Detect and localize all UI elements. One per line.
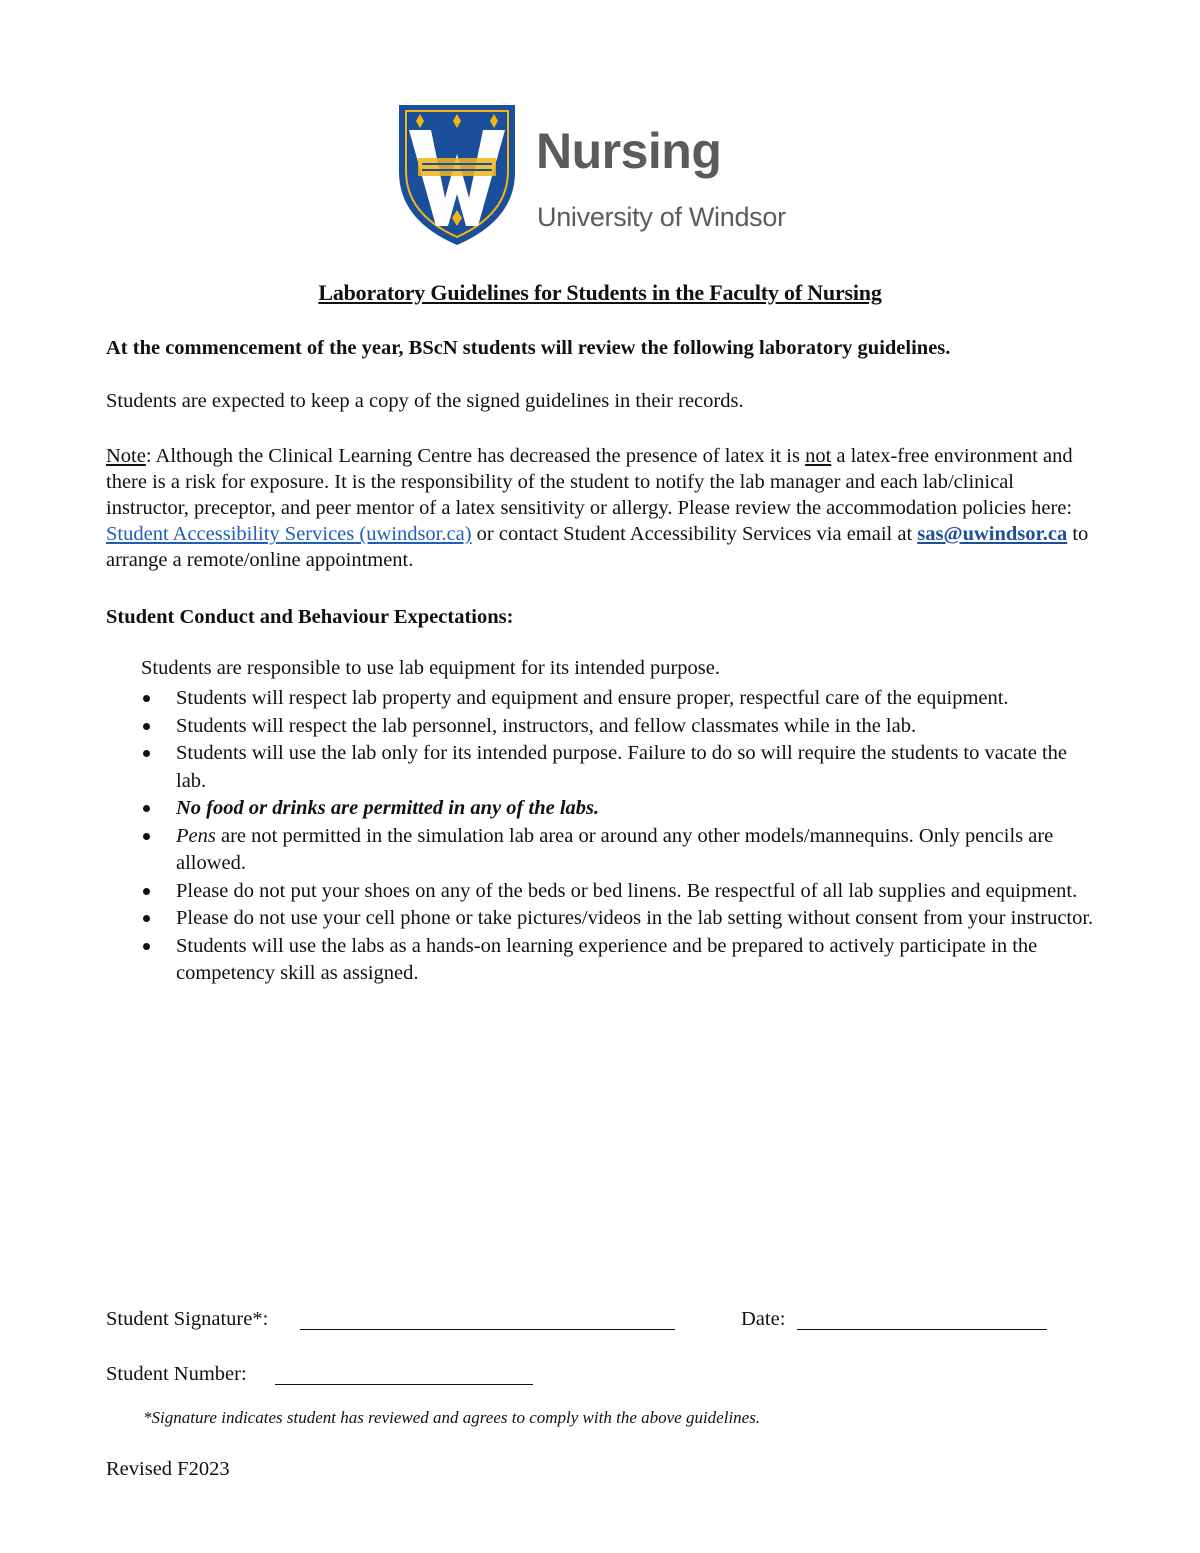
bullet-icon — [143, 833, 150, 840]
date-label: Date: — [741, 1308, 786, 1330]
bullet-italic-text: Pens — [176, 824, 216, 847]
list-item — [141, 823, 1101, 878]
bullet-icon — [143, 750, 150, 757]
bullet-icon — [143, 723, 150, 730]
logo-nursing-text: Nursing — [536, 123, 722, 179]
copy-note: Students are expected to keep a copy of the signed guidelines in their records. — [106, 390, 744, 412]
list-item — [141, 878, 1101, 906]
date-field[interactable] — [797, 1329, 1047, 1330]
bullet-text: Please do not use your cell phone or take pictures/videos in the lab setting without consent from your instructor. — [176, 907, 1094, 929]
list-item — [141, 713, 1101, 741]
list-item — [141, 685, 1101, 713]
sas-email-link[interactable]: sas@uwindsor.ca — [917, 523, 1068, 545]
bullet-icon — [143, 915, 150, 922]
signature-field[interactable] — [300, 1329, 675, 1330]
note-text-1: : Although the Clinical Learning Centre has decreased the presence of latex it is — [145, 445, 806, 467]
note-label: Note — [106, 445, 146, 467]
note-text-4: to arrange a remote/online appointment. — [106, 523, 1089, 571]
student-number-field[interactable] — [275, 1384, 533, 1385]
bullet-text: Students will respect lab property and equipment and ensure proper, respectful care of the equipment. — [176, 687, 1009, 709]
signature-footnote: *Signature indicates student has reviewed and agrees to comply with the above guidelines. — [143, 1408, 761, 1427]
bullet-text: Students will use the labs as a hands-on learning experience and be prepared to actively participate in the competency skill as assigned. — [176, 934, 1038, 984]
conduct-bullet-list — [141, 685, 1101, 988]
revision-label: Revised F2023 — [106, 1458, 230, 1480]
latex-note-paragraph — [106, 443, 1096, 573]
signature-label: Student Signature*: — [106, 1308, 269, 1330]
bullet-icon — [143, 695, 150, 702]
bullet-icon — [143, 943, 150, 950]
note-text-2: a latex-free environment and there is a risk for exposure. It is the responsibility of the student to notify the lab manager and each lab/clinical instructor, preceptor, and peer mentor of a latex sensitivity or allergy. Please review the accommodation policies here: — [106, 445, 1073, 519]
bullet-icon — [143, 805, 150, 812]
nursing-uwindsor-logo — [396, 102, 816, 250]
bullet-text: Students will use the lab only for its intended purpose. Failure to do so will require the students to vacate the lab. — [176, 742, 1068, 792]
section-heading: Student Conduct and Behaviour Expectations: — [106, 606, 514, 628]
list-item — [141, 740, 1101, 795]
commencement-statement: At the commencement of the year, BScN students will review the following laboratory guidelines. — [106, 337, 951, 359]
bullet-text: No food or drinks are permitted in any of the labs. — [176, 797, 600, 819]
student-accessibility-services-link[interactable]: Student Accessibility Services (uwindsor.ca) — [106, 523, 472, 545]
bullet-text: are not permitted in the simulation lab area or around any other models/mannequins. Only pencils are allowed. — [176, 824, 1054, 874]
document-title: Laboratory Guidelines for Students in the Faculty of Nursing — [318, 280, 882, 305]
student-number-label: Student Number: — [106, 1363, 247, 1385]
bullet-text: Students will respect the lab personnel, instructors, and fellow classmates while in the lab. — [176, 714, 917, 737]
list-item — [141, 795, 1101, 823]
logo-university-text: University of Windsor — [537, 202, 786, 232]
uwindsor-shield-icon — [396, 102, 518, 248]
list-item — [141, 933, 1101, 988]
bullet-text: Please do not put your shoes on any of the beds or bed linens. Be respectful of all lab supplies and equipment. — [176, 879, 1078, 902]
list-item — [141, 905, 1101, 933]
bullet-icon — [143, 888, 150, 895]
note-not-word: not — [805, 445, 832, 467]
note-text-3: or contact Student Accessibility Services via email at — [471, 523, 918, 545]
intro-line: Students are responsible to use lab equipment for its intended purpose. — [141, 657, 721, 679]
